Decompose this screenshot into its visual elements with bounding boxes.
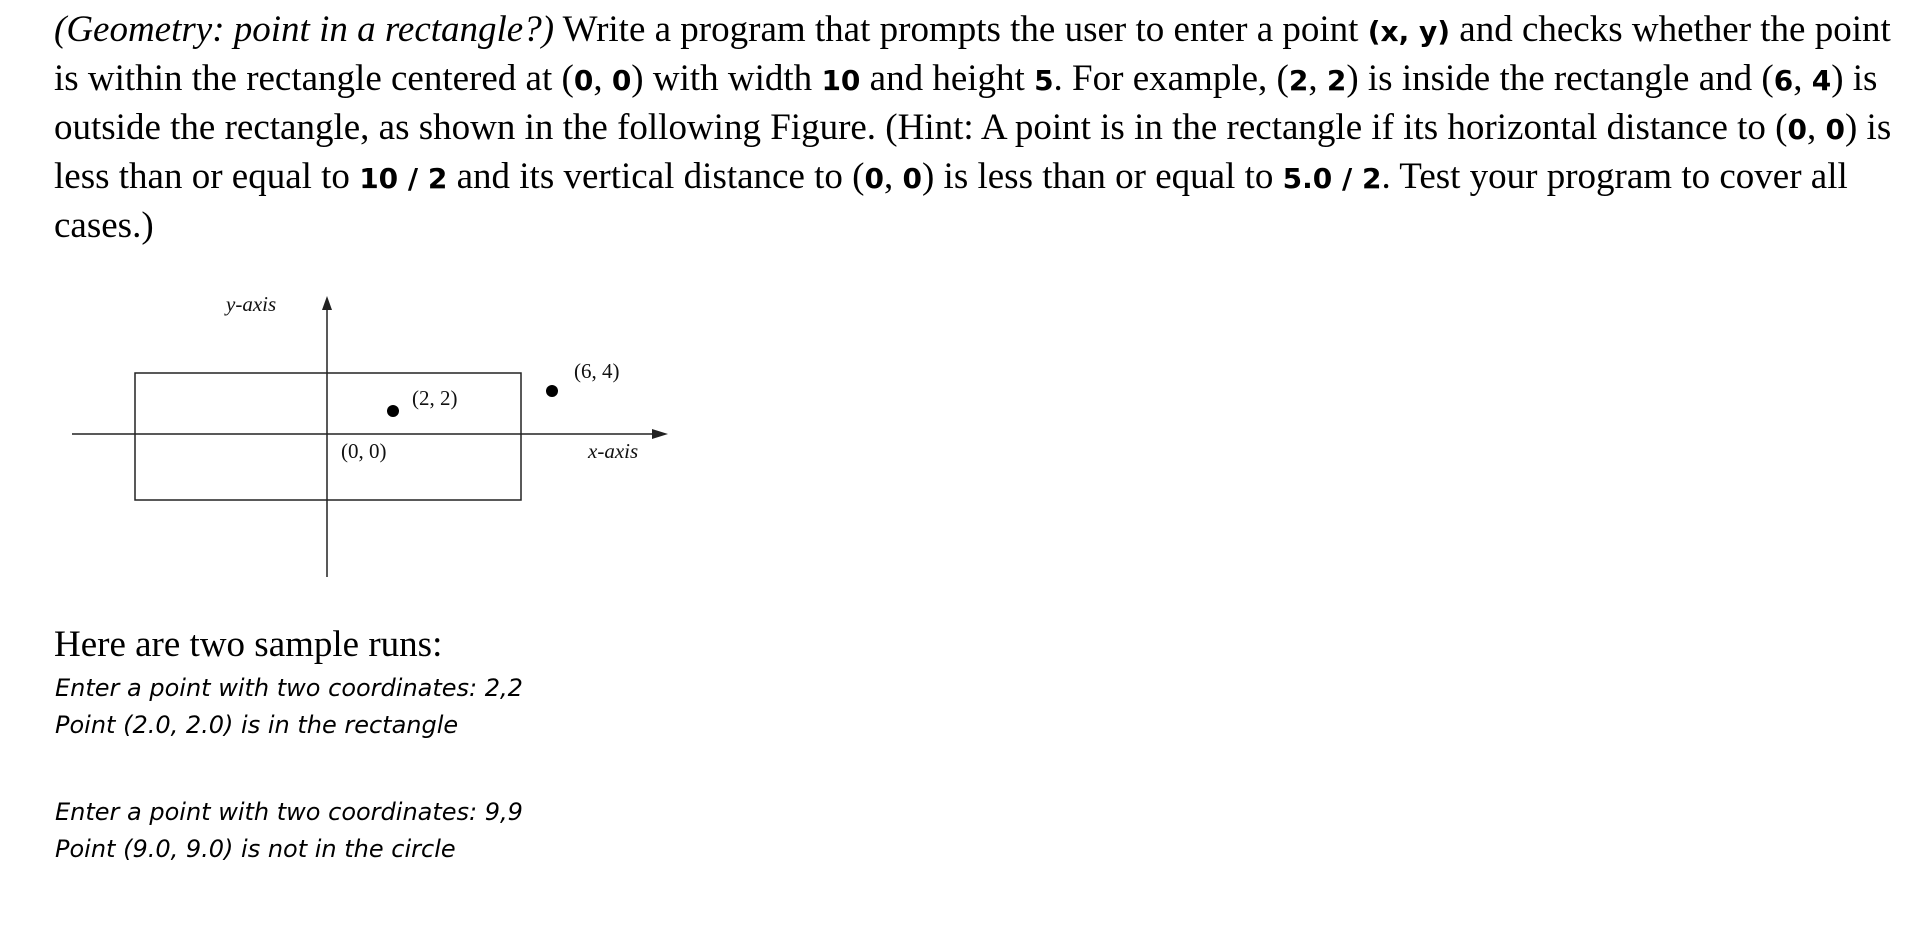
problem-text: . Test your program to cover all cases.) — [54, 156, 1848, 246]
problem-statement — [54, 6, 1916, 249]
outside-point-marker — [546, 385, 558, 397]
y-axis-label: y-axis — [226, 292, 277, 316]
problem-text: , — [1807, 107, 1826, 148]
problem-text: ) is outside the rectangle, as shown in the following Figure. (Hint: A point is in the rectangle if its horizontal distance to ( — [54, 58, 1878, 148]
code-term: 0 — [611, 64, 632, 97]
sample-runs-heading: Here are two sample runs: — [54, 624, 443, 665]
code-term: 0 — [1787, 113, 1807, 146]
x-axis-arrow-icon — [652, 429, 668, 439]
code-term: 2 — [1326, 64, 1347, 97]
code-term: 10 / 2 — [359, 162, 448, 195]
problem-title: (Geometry: point in a rectangle?) — [54, 9, 555, 50]
code-term: 0 — [864, 162, 884, 195]
run-result: Point (2.0, 2.0) is in the rectangle — [55, 711, 459, 739]
code-term: 5 — [1034, 64, 1054, 97]
sample-run-1 — [55, 670, 523, 744]
code-term: 6 — [1773, 64, 1794, 97]
problem-text: , — [1308, 58, 1327, 99]
code-term: 2 — [1288, 64, 1309, 97]
problem-text: and height — [860, 58, 1035, 99]
y-axis-arrow-icon — [322, 296, 332, 310]
code-term: 0 — [902, 162, 922, 195]
problem-text: ) is less than or equal to — [54, 107, 1892, 197]
problem-text: . For example, ( — [1053, 58, 1289, 99]
inside-point-marker — [387, 405, 399, 417]
code-term: 0 — [573, 64, 594, 97]
run-result: Point (9.0, 9.0) is not in the circle — [55, 835, 456, 863]
code-term: 4 — [1811, 64, 1832, 97]
problem-text: , — [1793, 58, 1812, 99]
problem-text: ) is inside the rectangle and ( — [1346, 58, 1774, 99]
problem-text: , — [883, 156, 903, 197]
origin-label: (0, 0) — [341, 439, 387, 463]
rectangle-shape — [135, 373, 521, 500]
problem-text: Write a program that prompts the user to enter a point — [554, 9, 1368, 50]
problem-text: ) with width — [631, 58, 822, 99]
rectangle-figure — [0, 280, 700, 590]
x-axis-label: x-axis — [588, 439, 639, 463]
problem-text: and checks whether the point is within the rectangle centered at ( — [54, 9, 1891, 99]
inside-point-label: (2, 2) — [412, 386, 458, 410]
problem-text: ) is less than or equal to — [921, 156, 1283, 197]
problem-text: , — [593, 58, 612, 99]
code-term: (x, y) — [1367, 15, 1451, 48]
problem-text: and its vertical distance to ( — [447, 156, 865, 197]
outside-point-label: (6, 4) — [574, 359, 620, 383]
sample-run-2 — [55, 794, 523, 868]
run-prompt: Enter a point with two coordinates: 2,2 — [55, 674, 523, 702]
run-prompt: Enter a point with two coordinates: 9,9 — [55, 798, 523, 826]
code-term: 10 — [821, 64, 861, 97]
code-term: 0 — [1825, 113, 1845, 146]
code-term: 5.0 / 2 — [1282, 162, 1382, 195]
